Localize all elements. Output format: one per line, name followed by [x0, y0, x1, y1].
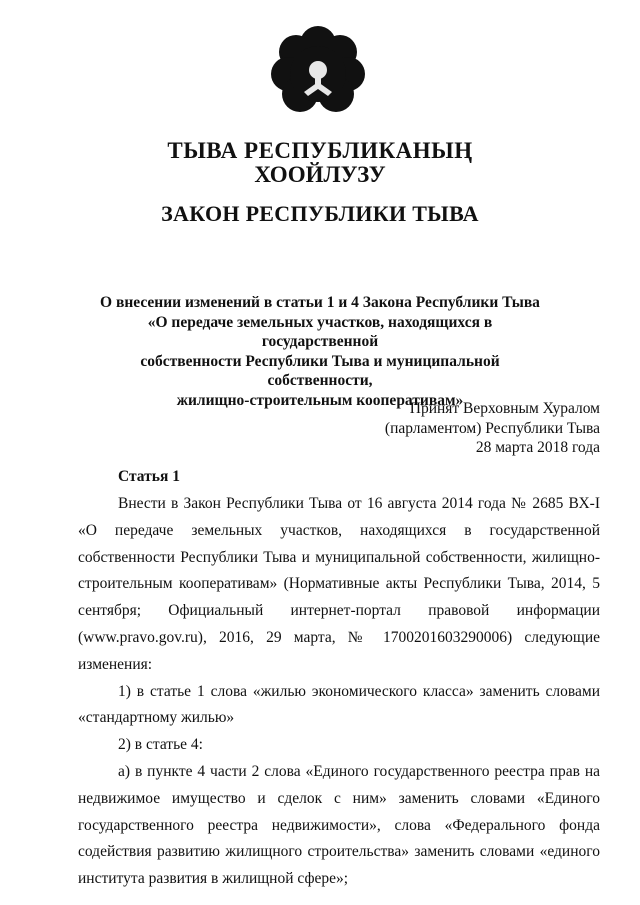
- article-paragraph: Внести в Закон Республики Тыва от 16 августа 2014 года № 2685 ВХ-I «О передаче земельных участков, находящихся в государственной собственности Республики Тыва и муниципальной собственности, жилищно-строительным кооперативам» (Нормативные акты Республики Тыва, 2014, 5 сентября; Официальный интернет-портал правовой информации (www.pravo.gov.ru), 2016, 29 марта, № 1700201603290006) следующие изменения:: [78, 495, 600, 673]
- article-paragraph: а) в пункте 4 части 2 слова «Единого государственного реестра прав на недвижимое имущество и сделок с ним» заменить словами «Единого государственного реестра недвижимости», слова «Федерального фонда содействия развитию жилищного строительства» заменить словами «единого института развития в жилищной сфере»;: [78, 762, 600, 888]
- subtitle-line: О внесении изменений в статьи 1 и 4 Закона Республики Тыва: [100, 294, 540, 311]
- tuva-coat-of-arms-icon: [268, 22, 368, 118]
- subtitle-line: собственности Республики Тыва и муниципальной собственности,: [140, 352, 500, 389]
- header-law-word: ХООЙЛУЗУ: [254, 162, 386, 187]
- adoption-line: (парламентом) Республики Тыва: [384, 419, 600, 437]
- subtitle-line: жилищно-строительным кооперативам»: [176, 391, 464, 409]
- subtitle-line: «О передаче земельных участков, находящихся в государственной: [147, 313, 493, 350]
- article-paragraph: 2) в статье 4:: [118, 736, 203, 754]
- article-paragraph: 1) в статье 1 слова «жилью экономического класса» заменить словами «стандартному жилью»: [78, 682, 600, 727]
- adoption-line: Принят Верховным Хуралом: [409, 400, 600, 417]
- article-heading: Статья 1: [118, 468, 180, 485]
- law-subtitle: [100, 293, 540, 410]
- header-republic-title: ТЫВА РЕСПУБЛИКАНЫҢ: [167, 138, 473, 163]
- article-body: [78, 491, 600, 893]
- law-title: ЗАКОН РЕСПУБЛИКИ ТЫВА: [161, 201, 479, 226]
- adoption-date: 28 марта 2018 года: [475, 439, 600, 456]
- adoption-note: [385, 399, 600, 458]
